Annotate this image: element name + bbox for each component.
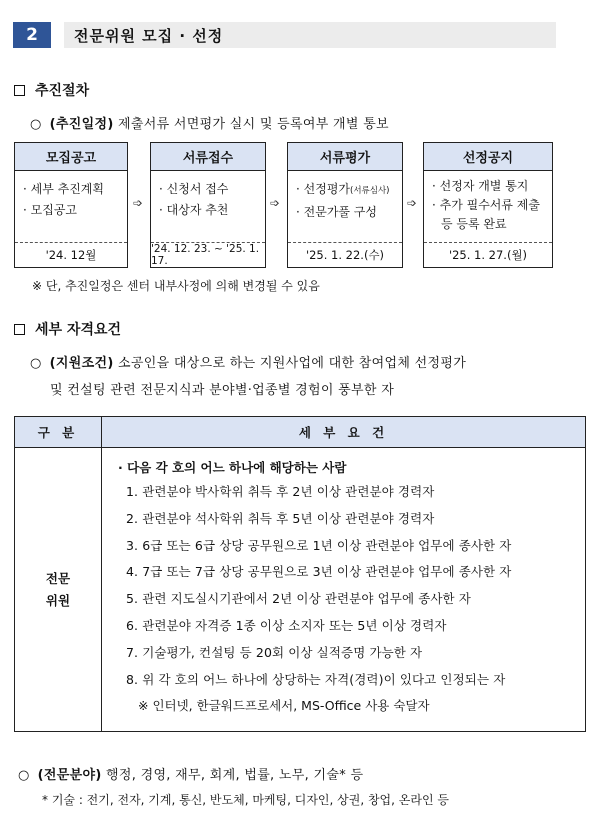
schedule-line: ○ (추진일정) 제출서류 서면평가 실시 및 등록여부 개별 통보 <box>30 117 389 132</box>
table-header-category: 구 분 <box>15 417 102 448</box>
step-subnote: (서류심사) <box>350 186 390 196</box>
step-title: 모집공고 <box>15 143 127 171</box>
step-box-document-review <box>287 142 403 268</box>
requirement-item: 8. 위 각 호의 어느 하나에 상당하는 자격(경력)이 있다고 인정되는 자 <box>126 671 506 687</box>
step-box-recruit-notice <box>14 142 128 268</box>
step-line: · 선정자 개별 통지 <box>432 179 529 193</box>
table-header-details: 세 부 요 건 <box>102 417 586 448</box>
step-title: 서류평가 <box>288 143 402 171</box>
step-date: '24. 12. 23. ~ '25. 1. 17. <box>151 242 265 267</box>
step-date: '25. 1. 27.(월) <box>424 242 552 267</box>
requirement-item: 4. 7급 또는 7급 상당 공무원으로 3년 이상 관련분야 업무에 종사한 자 <box>126 564 512 580</box>
procedure-heading: 추진절차 <box>14 80 89 100</box>
fields-line: ○ (전문분야) 행정, 경영, 재무, 회계, 법률, 노무, 기술* 등 <box>18 768 364 783</box>
step-line: · 추가 필수서류 제출 <box>432 198 540 212</box>
requirement-item: 2. 관련분야 석사학위 취득 후 5년 이상 관련분야 경력자 <box>126 510 435 526</box>
schedule-note: ※ 단, 추진일정은 센터 내부사정에 의해 변경될 수 있음 <box>32 279 320 293</box>
requirement-item: 5. 관련 지도실시기관에서 2년 이상 관련분야 업무에 종사한 자 <box>126 591 471 607</box>
requirement-item: 3. 6급 또는 6급 상당 공무원으로 1년 이상 관련분야 업무에 종사한 자 <box>126 537 512 553</box>
role-cell: 전문 위원 <box>15 448 102 732</box>
arrow-right-icon: ➩ <box>133 196 144 210</box>
step-title: 선정공지 <box>424 143 552 171</box>
arrow-right-icon: ➩ <box>407 196 418 210</box>
circle-bullet-icon: ○ <box>30 117 42 132</box>
step-date: '24. 12월 <box>15 242 127 267</box>
requirements-table <box>14 416 586 732</box>
step-box-application <box>150 142 266 268</box>
arrow-right-icon: ➩ <box>270 196 281 210</box>
step-line: · 신청서 접수 <box>159 182 229 196</box>
step-line: · 전문가풀 구성 <box>296 205 377 219</box>
step-date: '25. 1. 22.(수) <box>288 242 402 267</box>
requirement-item: 6. 관련분야 자격증 1종 이상 소지자 또는 5년 이상 경력자 <box>126 617 447 633</box>
square-bullet-icon <box>14 324 25 335</box>
step-line: · 모집공고 <box>23 203 77 217</box>
condition-line-2: 및 컨설팅 관련 전문지식과 분야별·업종별 경험이 풍부한 자 <box>50 383 395 398</box>
requirement-item: 7. 기술평가, 컨설팅 등 20회 이상 실적증명 가능한 자 <box>126 644 423 660</box>
circle-bullet-icon: ○ <box>18 768 30 783</box>
step-line: 등 등록 완료 <box>441 217 507 231</box>
qualification-heading: 세부 자격요건 <box>14 319 121 339</box>
step-line: · 선정평가(서류심사) <box>296 182 390 196</box>
fields-note: * 기술 : 전기, 전자, 기계, 통신, 반도체, 마케팅, 디자인, 상권, 창업, 온라인 등 <box>42 793 449 807</box>
step-box-selection-notice <box>423 142 553 268</box>
section-number: 2 <box>13 22 51 48</box>
step-line: · 세부 추진계획 <box>23 182 104 196</box>
section-title: 전문위원 모집 · 선정 <box>64 22 556 48</box>
square-bullet-icon <box>14 85 25 96</box>
requirements-cell <box>102 448 586 732</box>
step-line: · 대상자 추천 <box>159 203 229 217</box>
step-title: 서류접수 <box>151 143 265 171</box>
requirement-item: 1. 관련분야 박사학위 취득 후 2년 이상 관련분야 경력자 <box>126 484 435 499</box>
circle-bullet-icon: ○ <box>30 356 42 371</box>
requirements-note: ※ 인터넷, 한글워드프로세서, MS-Office 사용 숙달자 <box>138 698 430 714</box>
requirements-head: · 다음 각 호의 어느 하나에 해당하는 사람 <box>118 460 347 475</box>
condition-line-1: ○ (지원조건) 소공인을 대상으로 하는 지원사업에 대한 참여업체 선정평가 <box>30 356 467 371</box>
